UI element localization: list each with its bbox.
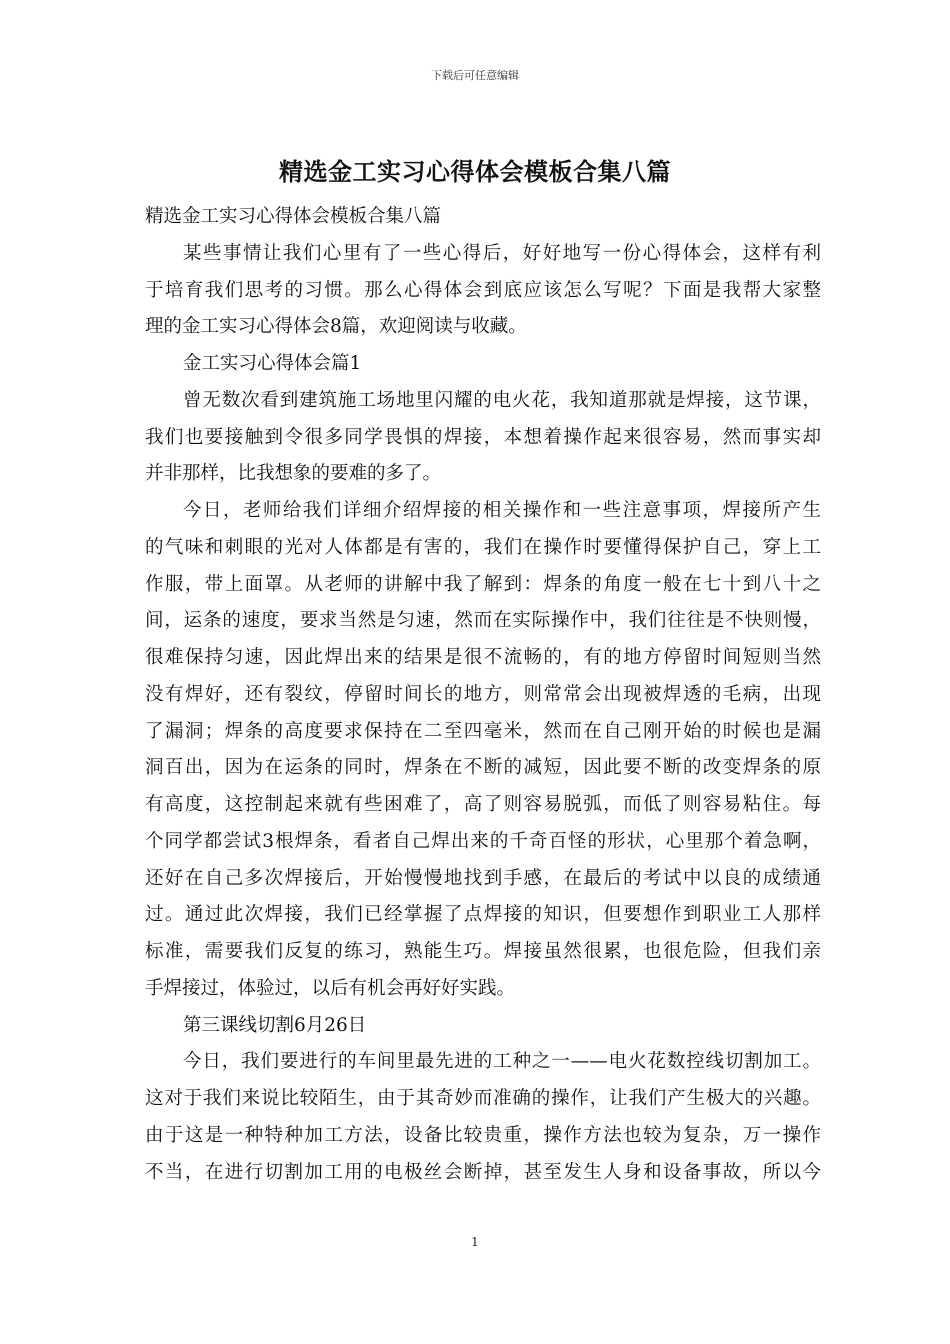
text-line: 有高度，这控制起来就有些困难了，高了则容易脱弧，而低了则容易粘住。每 [145,794,821,815]
text-line: 还好在自己多次焊接后，开始慢慢地找到手感，在最后的考试中以良的成绩通 [145,867,821,889]
text-line: 过。通过此次焊接，我们已经掌握了点焊接的知识，但要想作到职业工人那样 [145,904,821,926]
text-line: 第三课线切割6月26日 [183,1014,367,1036]
text-line: 今日，老师给我们详细介绍焊接的相关操作和一些注意事项，焊接所产生 [183,500,821,521]
text-line: 间，运条的速度，要求当然是匀速，然而在实际操作中，我们往往是不快则慢， [145,610,821,632]
text-line: 曾无数次看到建筑施工场地里闪耀的电火花，我知道那就是焊接，这节课， [183,389,821,411]
text-line: 的气味和刺眼的光对人体都是有害的，我们在操作时要懂得保护自己，穿上工 [145,536,821,558]
text-line: 精选金工实习心得体会模板合集八篇 [145,206,442,227]
text-line: 标准，需要我们反复的练习，熟能生巧。焊接虽然很累，也很危险，但我们亲 [145,941,821,962]
text-line: 很难保持匀速，因此焊出来的结果是很不流畅的，有的地方停留时间短则当然 [145,647,821,668]
text-line: 并非那样，比我想象的要难的多了。 [145,463,442,485]
document-title: 精选金工实习心得体会模板合集八篇 [279,157,671,186]
text-line: 今日，我们要进行的车间里最先进的工种之一——电火花数控线切割加工。 [183,1051,821,1073]
text-line: 不当，在进行切割加工用的电极丝会断掉，甚至发生人身和设备事故，所以今 [145,1161,821,1183]
page-number: 1 [471,1235,479,1249]
text-line: 由于这是一种特种加工方法，设备比较贵重，操作方法也较为复杂，万一操作 [145,1124,821,1146]
text-line: 个同学都尝试3根焊条，看者自己焊出来的千奇百怪的形状，心里那个着急啊， [145,830,821,852]
text-line: 没有焊好，还有裂纹，停留时间长的地方，则常常会出现被焊透的毛病，出现 [145,683,821,705]
text-line: 手焊接过，体验过，以后有机会再好好实践。 [145,977,516,999]
text-line: 金工实习心得体会篇1 [183,353,362,374]
text-line: 了漏洞；焊条的高度要求保持在二至四毫米，然而在自己刚开始的时候也是漏 [145,720,821,742]
header-note: 下载后可任意编辑 [431,69,519,82]
text-line: 我们也要接触到令很多同学畏惧的焊接，本想着操作起来很容易，然而事实却 [145,426,821,448]
text-line: 作服，带上面罩。从老师的讲解中我了解到：焊条的角度一般在七十到八十之 [145,573,821,595]
text-line: 于培育我们思考的习惯。那么心得体会到底应该怎么写呢？下面是我帮大家整 [145,279,821,301]
text-line: 理的金工实习心得体会8篇，欢迎阅读与收藏。 [145,316,527,338]
text-line: 某些事情让我们心里有了一些心得后，好好地写一份心得体会，这样有利 [183,242,821,264]
document-body [145,199,821,1191]
text-line: 洞百出，因为在运条的同时，焊条在不断的减短，因此要不断的改变焊条的原 [145,757,821,779]
text-line: 这对于我们来说比较陌生，由于其奇妙而准确的操作，让我们产生极大的兴趣。 [145,1088,821,1109]
